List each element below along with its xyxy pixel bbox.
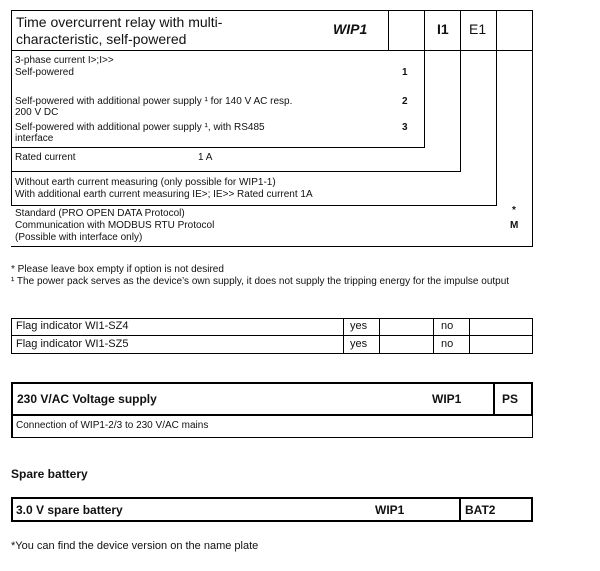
order-title-line1: Time overcurrent relay with multi- <box>16 14 223 30</box>
flag-row-2-no: no <box>441 338 454 350</box>
order-title-line2: characteristic, self-powered <box>16 31 187 47</box>
flag-row-1-no: no <box>441 320 454 332</box>
note-empty-box: * Please leave box empty if option is not desired <box>11 264 224 275</box>
voltage-code-divider <box>493 382 495 416</box>
order-product-code: WIP1 <box>333 21 368 37</box>
voltage-left-border <box>11 382 13 438</box>
flag-row-2-yes: yes <box>350 338 368 350</box>
rated-current-value: 1 A <box>198 152 213 163</box>
stair-i1-col <box>460 51 461 171</box>
voltage-right-lower <box>532 414 533 438</box>
option-1-text: Self-powered <box>15 67 74 78</box>
stair-line-1 <box>11 147 425 148</box>
spare-product: WIP1 <box>375 503 405 517</box>
spare-code: BAT2 <box>465 503 496 517</box>
earth-line-1: Without earth current measuring (only possible for WIP1-1) <box>15 177 276 188</box>
flag-row-1-yes: yes <box>350 320 368 332</box>
spare-code-divider <box>459 497 461 522</box>
flag-row-1-label: Flag indicator WI1-SZ4 <box>16 320 129 332</box>
order-code-e1: E1 <box>469 21 487 37</box>
stair-line-4 <box>11 246 533 247</box>
protocol-line-1: Standard (PRO OPEN DATA Protocol) <box>15 208 185 219</box>
flag-row-divider <box>11 335 533 336</box>
note-power-pack: ¹ The power pack serves as the device’s own supply, it does not supply the tripping energy for the impulse output <box>11 276 510 287</box>
voltage-code: PS <box>502 392 519 406</box>
protocol-line-2: Communication with MODBUS RTU Protocol <box>15 220 215 231</box>
stair-line-3 <box>11 205 497 206</box>
flag-col-no-start <box>433 318 434 354</box>
header-m-box <box>496 10 533 51</box>
stair-e1-col <box>496 51 497 206</box>
stair-left-border <box>11 51 12 206</box>
spare-heading: Spare battery <box>11 467 88 481</box>
option-3-text: Self-powered with additional power supply ¹, with RS485 <box>15 122 265 133</box>
option-1-code: 1 <box>402 67 408 78</box>
protocol-code-m: M <box>510 220 519 231</box>
phase-current-label: 3-phase current I>;I>> <box>15 55 114 66</box>
rated-current-label: Rated current <box>15 152 76 163</box>
flag-col-yes-box <box>379 318 380 354</box>
protocol-line-3: (Possible with interface only) <box>15 232 143 243</box>
flag-col-no-box <box>469 318 470 354</box>
stair-line-2 <box>11 171 461 172</box>
voltage-description: Connection of WIP1-2/3 to 230 V/AC mains <box>16 420 209 431</box>
voltage-bottom-border <box>11 437 533 438</box>
voltage-mid-border <box>11 414 533 416</box>
option-2-text: Self-powered with additional power supply ¹ for 140 V AC resp. <box>15 96 293 107</box>
option-2-code: 2 <box>402 96 408 107</box>
voltage-title: 230 V/AC Voltage supply <box>17 392 157 406</box>
voltage-right-border <box>531 382 533 416</box>
option-2-text-line2: 200 V DC <box>15 107 59 118</box>
order-code-i1: I1 <box>437 21 449 37</box>
footer-note: *You can find the device version on the name plate <box>11 540 259 552</box>
option-3-code: 3 <box>402 122 408 133</box>
protocol-code-star: * <box>512 205 516 216</box>
spare-title: 3.0 V spare battery <box>16 503 123 517</box>
flag-row-2-label: Flag indicator WI1-SZ5 <box>16 338 129 350</box>
voltage-top-border <box>11 382 533 384</box>
stair-m-col <box>532 51 533 247</box>
earth-line-2: With additional earth current measuring IE>; IE>> Rated current 1A <box>15 189 313 200</box>
flag-col-yes-start <box>343 318 344 354</box>
voltage-product: WIP1 <box>432 392 462 406</box>
option-3-text-line2: interface <box>15 133 54 144</box>
stair-blank-col <box>424 51 425 147</box>
header-blank-box <box>388 10 425 51</box>
